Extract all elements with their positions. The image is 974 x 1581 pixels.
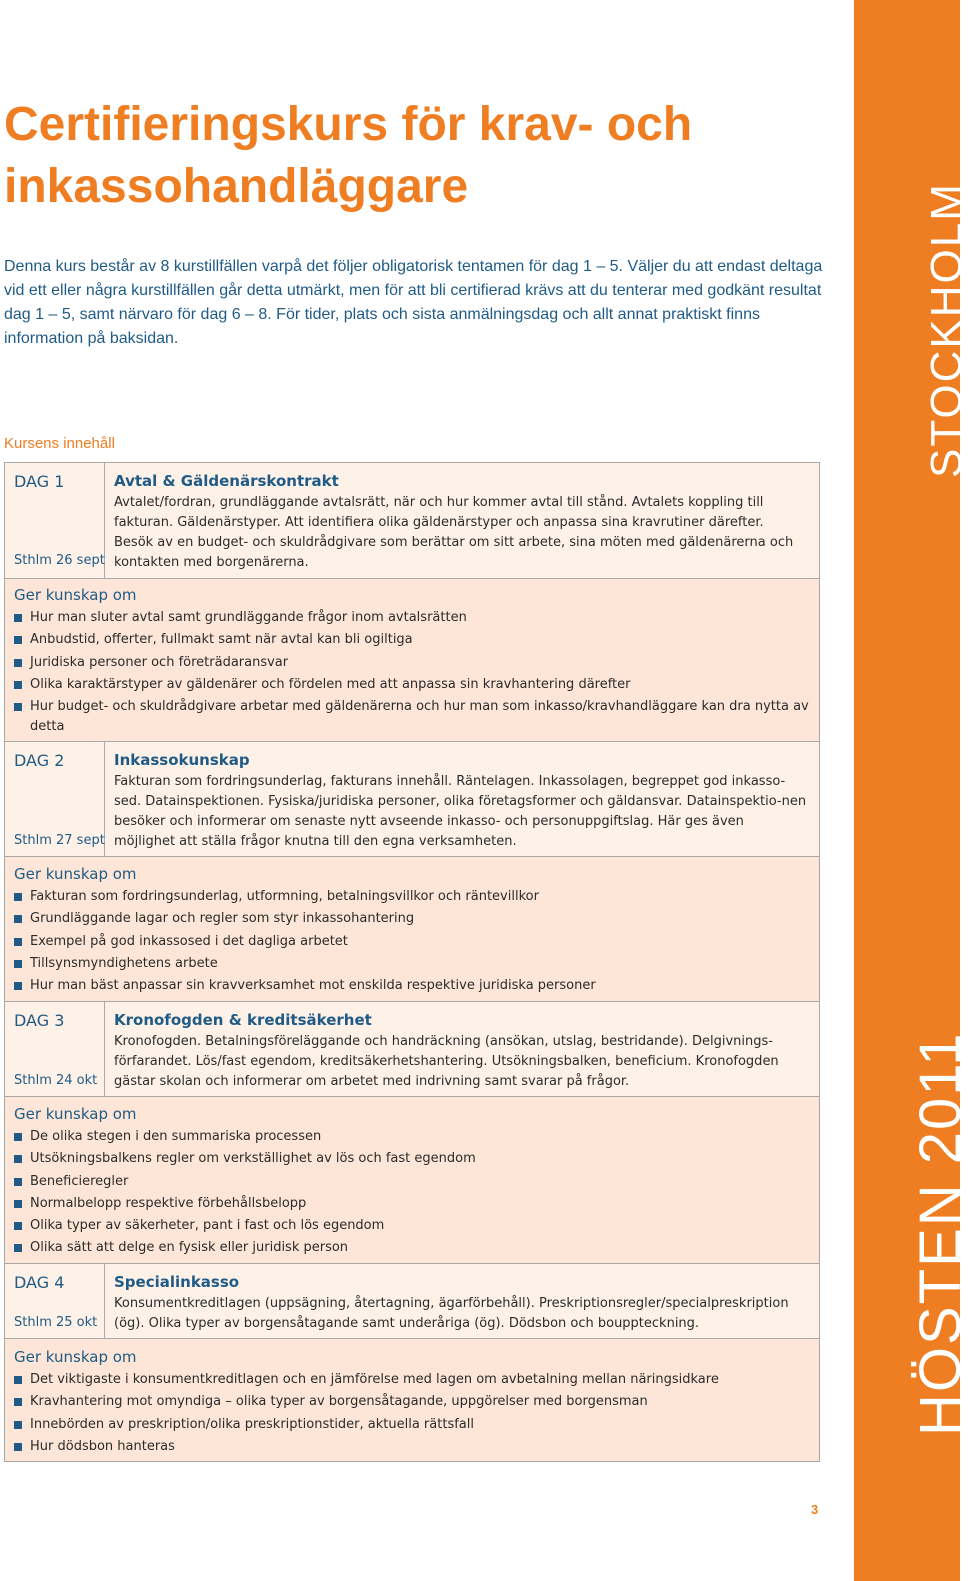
- page-number: 3: [811, 1502, 819, 1517]
- day-2-bullets: [14, 887, 809, 998]
- bullet-square-icon: [14, 1178, 22, 1186]
- day-4-topic: Specialinkasso: [114, 1273, 240, 1291]
- bullet-square-icon: [14, 703, 22, 711]
- bullet-square-icon: [14, 1200, 22, 1208]
- bullet-square-icon: [14, 938, 22, 946]
- bullet-square-icon: [14, 1376, 22, 1384]
- bullet-square-icon: [14, 915, 22, 923]
- day-4-bullets: [14, 1370, 809, 1459]
- day-1-date: Sthlm 26 sept: [14, 553, 105, 568]
- day-1-topic: Avtal & Gäldenärskontrakt: [114, 472, 339, 490]
- sidebar-city: STOCKHOLM: [922, 182, 971, 478]
- list-item: Olika karaktärstyper av gäldenärer och fördelen med att anpassa sin kravhantering därefter: [14, 675, 809, 695]
- bullet-square-icon: [14, 1244, 22, 1252]
- list-item: Fakturan som fordringsunderlag, utformning, betalningsvillkor och räntevillkor: [14, 887, 809, 907]
- bullet-square-icon: [14, 681, 22, 689]
- sidebar-season: HÖSTEN 2011: [908, 1031, 973, 1436]
- list-item: Hur budget- och skuldrådgivare arbetar med gäldenärerna och hur man som inkasso/kravhandläggare kan dra nytta av detta: [14, 697, 809, 737]
- day-1-label: DAG 1: [14, 472, 65, 491]
- day-3-label: DAG 3: [14, 1011, 65, 1030]
- day-3-ger-label: Ger kunskap om: [14, 1105, 137, 1123]
- day-2-separator: [5, 856, 819, 857]
- day-2-topic: Inkassokunskap: [114, 751, 250, 769]
- day-1-description: Avtalet/fordran, grundläggande avtalsrätt, när och hur kommer avtal till stånd. Avtalets koppling till fakturan. Gäldenärstyper. Att identifiera olika gäldenärstyper och anpassa sina kravrutiner därefter. Besök av en budget- och skuldrådgivare som berättar om sitt arbete, sina möten med gäldenärerna och kontakten med borgenärerna.: [114, 495, 794, 570]
- day-4-label: DAG 4: [14, 1273, 65, 1292]
- section-heading: Kursens innehåll: [4, 435, 115, 452]
- list-item: Hur dödsbon hanteras: [14, 1437, 809, 1457]
- list-item: Innebörden av preskription/olika preskriptionstider, aktuella rättsfall: [14, 1415, 809, 1435]
- day-2-ger-label: Ger kunskap om: [14, 865, 137, 883]
- day-4-divider: [104, 1264, 105, 1338]
- day-2-date: Sthlm 27 sept: [14, 833, 105, 848]
- list-item: Olika typer av säkerheter, pant i fast och lös egendom: [14, 1216, 809, 1236]
- day-4-separator: [5, 1338, 819, 1339]
- list-item: Normalbelopp respektive förbehållsbelopp: [14, 1194, 809, 1214]
- list-item: Grundläggande lagar och regler som styr inkassohantering: [14, 909, 809, 929]
- list-item: Olika sätt att delge en fysisk eller juridisk person: [14, 1238, 809, 1258]
- list-item: Juridiska personer och företrädaransvar: [14, 653, 809, 673]
- day-1-bullets: [14, 608, 809, 739]
- day-3-topic: Kronofogden & kreditsäkerhet: [114, 1011, 372, 1029]
- day-4-description: Konsumentkreditlagen (uppsägning, återtagning, ägarförbehåll). Preskriptionsregler/specialpreskription (ög). Olika typer av borgensåtagande samt underåriga (ög). Dödsbon och bouppteckning.: [114, 1296, 789, 1331]
- intro-paragraph: Denna kurs består av 8 kurstillfällen varpå det följer obligatorisk tentamen för dag 1 – 5. Väljer du att endast deltaga vid ett eller några kurstillfällen går detta utmärkt, men för att bli certifierad krävs att du tenterar med godkänt resultat dag 1 – 5, samt närvaro för dag 6 – 8. För tider, plats och sista anmälningsdag och allt annat praktiskt finns information på baksidan.: [4, 258, 823, 347]
- bullet-square-icon: [14, 659, 22, 667]
- bullet-square-icon: [14, 893, 22, 901]
- bullet-square-icon: [14, 960, 22, 968]
- day-4-date: Sthlm 25 okt: [14, 1315, 98, 1330]
- list-item: Beneficieregler: [14, 1172, 809, 1192]
- list-item: Utsökningsbalkens regler om verkställighet av lös och fast egendom: [14, 1149, 809, 1169]
- list-item: Hur man sluter avtal samt grundläggande frågor inom avtalsrätten: [14, 608, 809, 628]
- bullet-square-icon: [14, 1421, 22, 1429]
- day-2-description: Fakturan som fordringsunderlag, fakturans innehåll. Räntelagen. Inkassolagen, begreppet god inkasso-sed. Datainspektionen. Fysiska/juridiska personer, olika företagsformer och gäldansvar. Datainspektio-nen besöker och informerar om senaste nytt avseende inkasso- och personuppgiftslag. Här ges även möjlighet att ställa frågor knutna till den egna verksamheten.: [114, 774, 807, 849]
- bullet-square-icon: [14, 1398, 22, 1406]
- list-item: Kravhantering mot omyndiga – olika typer av borgensåtagande, uppgörelser med borgensman: [14, 1392, 809, 1412]
- page-title: Certifieringskurs för krav- och inkassohandläggare: [4, 98, 693, 213]
- day-3-bullets: [14, 1127, 809, 1261]
- course-content-box: [4, 462, 820, 1462]
- list-item: Exempel på god inkassosed i det dagliga arbetet: [14, 932, 809, 952]
- list-item: De olika stegen i den summariska processen: [14, 1127, 809, 1147]
- day-3-description: Kronofogden. Betalningsföreläggande och handräckning (ansökan, utslag, bestridande). Delgivnings-förfarandet. Lös/fast egendom, kreditsäkerhetshantering. Utsökningsbalken, beneficium. Kronofogden gästar skolan och informerar om arbetet med indrivning samt svarar på frågor.: [114, 1034, 779, 1089]
- list-item: Tillsynsmyndighetens arbete: [14, 954, 809, 974]
- list-item: Det viktigaste i konsumentkreditlagen och en jämförelse med lagen om avbetalning mellan näringsidkare: [14, 1370, 809, 1390]
- bullet-square-icon: [14, 614, 22, 622]
- bullet-square-icon: [14, 1222, 22, 1230]
- day-3-separator: [5, 1096, 819, 1097]
- day-4-ger-label: Ger kunskap om: [14, 1348, 137, 1366]
- day-1-separator: [5, 578, 819, 579]
- day-3-divider: [104, 1002, 105, 1096]
- day-3-date: Sthlm 24 okt: [14, 1073, 98, 1088]
- list-item: Hur man bäst anpassar sin kravverksamhet mot enskilda respektive juridiska personer: [14, 976, 809, 996]
- bullet-square-icon: [14, 1133, 22, 1141]
- bullet-square-icon: [14, 1443, 22, 1451]
- day-2-label: DAG 2: [14, 751, 65, 770]
- list-item: Anbudstid, offerter, fullmakt samt när avtal kan bli ogiltiga: [14, 630, 809, 650]
- bullet-square-icon: [14, 636, 22, 644]
- bullet-square-icon: [14, 982, 22, 990]
- bullet-square-icon: [14, 1155, 22, 1163]
- day-1-ger-label: Ger kunskap om: [14, 586, 137, 604]
